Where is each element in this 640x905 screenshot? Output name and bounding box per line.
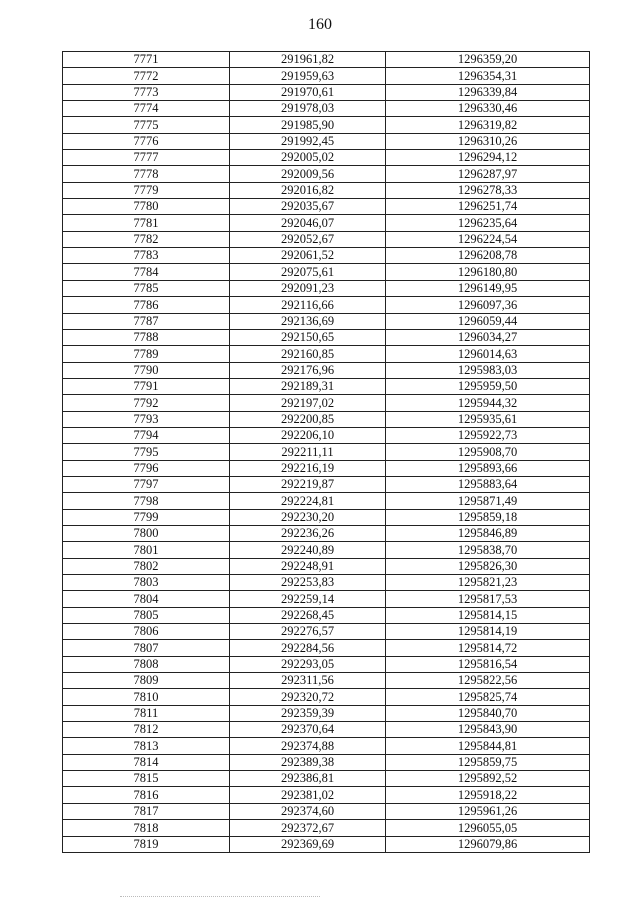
point-number-cell: 7804 [63,591,230,607]
y-coordinate-cell: 1295825,74 [386,689,590,705]
table-row [63,509,590,525]
y-coordinate-cell: 1295844,81 [386,738,590,754]
x-coordinate-cell: 292372,67 [230,820,386,836]
point-number-cell: 7784 [63,264,230,280]
table-row [63,460,590,476]
table-row [63,362,590,378]
x-coordinate-cell: 292061,52 [230,248,386,264]
table-row [63,705,590,721]
x-coordinate-cell: 292311,56 [230,673,386,689]
point-number-cell: 7809 [63,673,230,689]
table-row [63,166,590,182]
point-number-cell: 7801 [63,542,230,558]
y-coordinate-cell: 1296208,78 [386,248,590,264]
point-number-cell: 7815 [63,771,230,787]
footer-rule [120,896,320,897]
y-coordinate-cell: 1296097,36 [386,297,590,313]
x-coordinate-cell: 292016,82 [230,182,386,198]
table-row [63,656,590,672]
point-number-cell: 7802 [63,558,230,574]
x-coordinate-cell: 292075,61 [230,264,386,280]
table-row [63,689,590,705]
point-number-cell: 7792 [63,395,230,411]
x-coordinate-cell: 292386,81 [230,771,386,787]
table-row [63,297,590,313]
point-number-cell: 7790 [63,362,230,378]
x-coordinate-cell: 292009,56 [230,166,386,182]
coordinates-table-body [63,52,590,853]
y-coordinate-cell: 1296287,97 [386,166,590,182]
table-row [63,525,590,541]
table-row [63,199,590,215]
x-coordinate-cell: 292374,88 [230,738,386,754]
y-coordinate-cell: 1295961,26 [386,803,590,819]
y-coordinate-cell: 1296180,80 [386,264,590,280]
table-row [63,673,590,689]
table-row [63,264,590,280]
y-coordinate-cell: 1295816,54 [386,656,590,672]
x-coordinate-cell: 292035,67 [230,199,386,215]
table-row [63,329,590,345]
y-coordinate-cell: 1296359,20 [386,52,590,68]
x-coordinate-cell: 292236,26 [230,525,386,541]
table-row [63,836,590,852]
y-coordinate-cell: 1296278,33 [386,182,590,198]
x-coordinate-cell: 292136,69 [230,313,386,329]
table-row [63,754,590,770]
page-number: 160 [308,16,332,33]
y-coordinate-cell: 1295983,03 [386,362,590,378]
y-coordinate-cell: 1295883,64 [386,476,590,492]
x-coordinate-cell: 292320,72 [230,689,386,705]
table-row [63,607,590,623]
point-number-cell: 7774 [63,101,230,117]
x-coordinate-cell: 292284,56 [230,640,386,656]
table-row [63,722,590,738]
point-number-cell: 7796 [63,460,230,476]
table-row [63,133,590,149]
x-coordinate-cell: 292248,91 [230,558,386,574]
table-row [63,787,590,803]
y-coordinate-cell: 1295838,70 [386,542,590,558]
x-coordinate-cell: 292176,96 [230,362,386,378]
x-coordinate-cell: 292230,20 [230,509,386,525]
x-coordinate-cell: 292389,38 [230,754,386,770]
x-coordinate-cell: 291985,90 [230,117,386,133]
table-row [63,803,590,819]
x-coordinate-cell: 292381,02 [230,787,386,803]
y-coordinate-cell: 1295814,19 [386,624,590,640]
x-coordinate-cell: 292268,45 [230,607,386,623]
table-row [63,493,590,509]
point-number-cell: 7807 [63,640,230,656]
x-coordinate-cell: 292116,66 [230,297,386,313]
table-row [63,150,590,166]
x-coordinate-cell: 292253,83 [230,575,386,591]
point-number-cell: 7818 [63,820,230,836]
x-coordinate-cell: 291961,82 [230,52,386,68]
y-coordinate-cell: 1296055,05 [386,820,590,836]
x-coordinate-cell: 292276,57 [230,624,386,640]
x-coordinate-cell: 292189,31 [230,378,386,394]
y-coordinate-cell: 1296319,82 [386,117,590,133]
x-coordinate-cell: 292091,23 [230,280,386,296]
x-coordinate-cell: 292370,64 [230,722,386,738]
x-coordinate-cell: 292224,81 [230,493,386,509]
y-coordinate-cell: 1295821,23 [386,575,590,591]
point-number-cell: 7791 [63,378,230,394]
point-number-cell: 7778 [63,166,230,182]
point-number-cell: 7788 [63,329,230,345]
y-coordinate-cell: 1296235,64 [386,215,590,231]
x-coordinate-cell: 292005,02 [230,150,386,166]
y-coordinate-cell: 1296330,46 [386,101,590,117]
x-coordinate-cell: 292150,65 [230,329,386,345]
point-number-cell: 7780 [63,199,230,215]
y-coordinate-cell: 1296059,44 [386,313,590,329]
y-coordinate-cell: 1295846,89 [386,525,590,541]
table-row [63,346,590,362]
table-row [63,738,590,754]
table-row [63,624,590,640]
y-coordinate-cell: 1296354,31 [386,68,590,84]
x-coordinate-cell: 292359,39 [230,705,386,721]
table-row [63,411,590,427]
y-coordinate-cell: 1295918,22 [386,787,590,803]
x-coordinate-cell: 292211,11 [230,444,386,460]
point-number-cell: 7779 [63,182,230,198]
point-number-cell: 7783 [63,248,230,264]
x-coordinate-cell: 292206,10 [230,427,386,443]
x-coordinate-cell: 291970,61 [230,84,386,100]
y-coordinate-cell: 1295859,75 [386,754,590,770]
point-number-cell: 7794 [63,427,230,443]
y-coordinate-cell: 1296294,12 [386,150,590,166]
table-row [63,771,590,787]
y-coordinate-cell: 1296149,95 [386,280,590,296]
table-row [63,313,590,329]
y-coordinate-cell: 1296310,26 [386,133,590,149]
table-row [63,542,590,558]
x-coordinate-cell: 292160,85 [230,346,386,362]
y-coordinate-cell: 1295840,70 [386,705,590,721]
x-coordinate-cell: 292046,07 [230,215,386,231]
table-row [63,68,590,84]
y-coordinate-cell: 1295935,61 [386,411,590,427]
y-coordinate-cell: 1295893,66 [386,460,590,476]
table-row [63,52,590,68]
y-coordinate-cell: 1295871,49 [386,493,590,509]
table-row [63,378,590,394]
x-coordinate-cell: 292052,67 [230,231,386,247]
y-coordinate-cell: 1296014,63 [386,346,590,362]
table-row [63,820,590,836]
point-number-cell: 7800 [63,525,230,541]
table-row [63,231,590,247]
table-row [63,591,590,607]
table-row [63,575,590,591]
table-row [63,101,590,117]
x-coordinate-cell: 292369,69 [230,836,386,852]
table-row [63,248,590,264]
point-number-cell: 7789 [63,346,230,362]
point-number-cell: 7813 [63,738,230,754]
y-coordinate-cell: 1295826,30 [386,558,590,574]
x-coordinate-cell: 291992,45 [230,133,386,149]
table-row [63,117,590,133]
point-number-cell: 7799 [63,509,230,525]
table-row [63,182,590,198]
point-number-cell: 7798 [63,493,230,509]
point-number-cell: 7803 [63,575,230,591]
y-coordinate-cell: 1295817,53 [386,591,590,607]
point-number-cell: 7786 [63,297,230,313]
point-number-cell: 7775 [63,117,230,133]
y-coordinate-cell: 1296079,86 [386,836,590,852]
point-number-cell: 7795 [63,444,230,460]
y-coordinate-cell: 1295859,18 [386,509,590,525]
y-coordinate-cell: 1295908,70 [386,444,590,460]
point-number-cell: 7819 [63,836,230,852]
point-number-cell: 7782 [63,231,230,247]
y-coordinate-cell: 1295822,56 [386,673,590,689]
point-number-cell: 7805 [63,607,230,623]
point-number-cell: 7781 [63,215,230,231]
point-number-cell: 7776 [63,133,230,149]
x-coordinate-cell: 291959,63 [230,68,386,84]
x-coordinate-cell: 292197,02 [230,395,386,411]
point-number-cell: 7773 [63,84,230,100]
y-coordinate-cell: 1296224,54 [386,231,590,247]
point-number-cell: 7816 [63,787,230,803]
point-number-cell: 7806 [63,624,230,640]
x-coordinate-cell: 292200,85 [230,411,386,427]
point-number-cell: 7812 [63,722,230,738]
point-number-cell: 7777 [63,150,230,166]
table-row [63,280,590,296]
y-coordinate-cell: 1295892,52 [386,771,590,787]
y-coordinate-cell: 1296251,74 [386,199,590,215]
table-row [63,215,590,231]
x-coordinate-cell: 291978,03 [230,101,386,117]
table-row [63,476,590,492]
x-coordinate-cell: 292240,89 [230,542,386,558]
point-number-cell: 7771 [63,52,230,68]
point-number-cell: 7817 [63,803,230,819]
table-row [63,427,590,443]
y-coordinate-cell: 1295843,90 [386,722,590,738]
y-coordinate-cell: 1295944,32 [386,395,590,411]
table-row [63,640,590,656]
y-coordinate-cell: 1295814,72 [386,640,590,656]
point-number-cell: 7810 [63,689,230,705]
point-number-cell: 7772 [63,68,230,84]
x-coordinate-cell: 292293,05 [230,656,386,672]
x-coordinate-cell: 292216,19 [230,460,386,476]
x-coordinate-cell: 292219,87 [230,476,386,492]
point-number-cell: 7814 [63,754,230,770]
y-coordinate-cell: 1296034,27 [386,329,590,345]
table-row [63,444,590,460]
table-row [63,84,590,100]
table-row [63,395,590,411]
point-number-cell: 7797 [63,476,230,492]
y-coordinate-cell: 1295814,15 [386,607,590,623]
x-coordinate-cell: 292374,60 [230,803,386,819]
point-number-cell: 7811 [63,705,230,721]
point-number-cell: 7808 [63,656,230,672]
coordinates-table [62,51,590,853]
y-coordinate-cell: 1295922,73 [386,427,590,443]
y-coordinate-cell: 1295959,50 [386,378,590,394]
y-coordinate-cell: 1296339,84 [386,84,590,100]
x-coordinate-cell: 292259,14 [230,591,386,607]
point-number-cell: 7787 [63,313,230,329]
table-row [63,558,590,574]
point-number-cell: 7793 [63,411,230,427]
point-number-cell: 7785 [63,280,230,296]
